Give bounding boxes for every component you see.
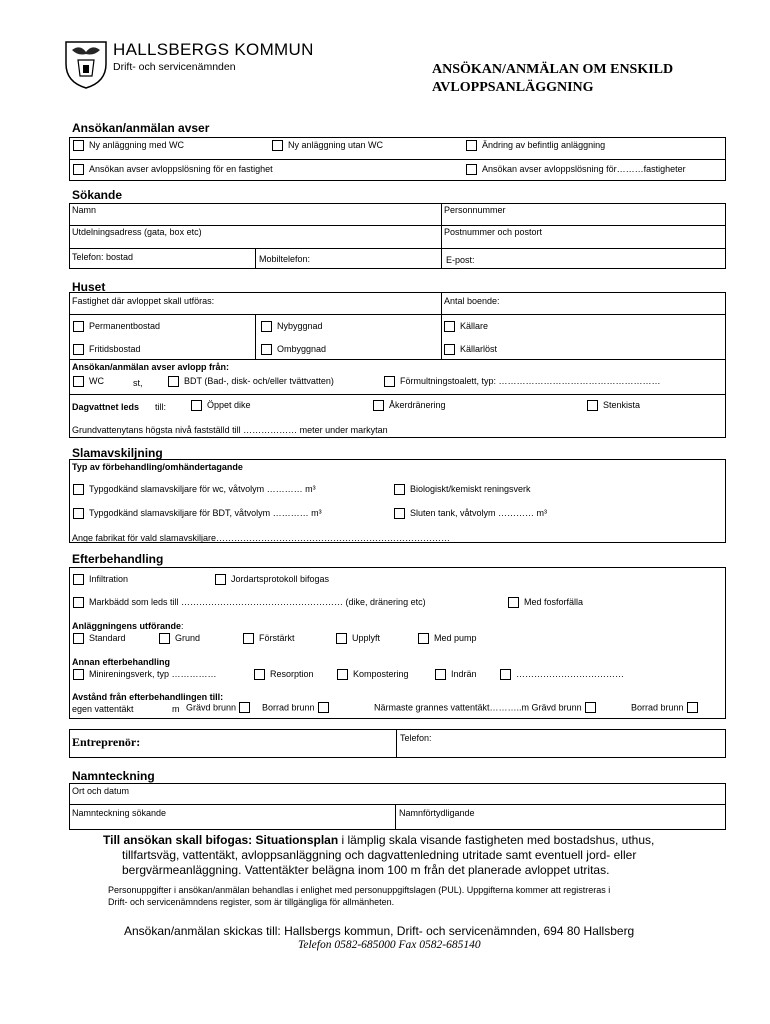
- option-markbadd[interactable]: [73, 597, 426, 608]
- option-label: Grund: [175, 633, 201, 643]
- checkbox[interactable]: [272, 140, 283, 151]
- bifogas-rest: i lämplig skala visande fastigheten med bostadshus, uthus,: [338, 833, 655, 847]
- bifogas-line2: tillfartsväg, vattentäkt, avloppsanläggning och dagvattenledning utritade samt eventuell jord- eller: [122, 848, 637, 862]
- option-resorption[interactable]: [254, 669, 314, 680]
- avstand-label: Avstånd från efterbehandlingen till:: [72, 692, 224, 702]
- section-heading-efter: Efterbehandling: [72, 552, 164, 566]
- checkbox[interactable]: [384, 376, 395, 387]
- section-heading-namnteckning: Namnteckning: [72, 769, 155, 783]
- entreprenor-box: [69, 729, 726, 758]
- option-label: Kompostering: [353, 669, 409, 679]
- option-label: Öppet dike: [207, 400, 251, 410]
- checkbox[interactable]: [239, 702, 250, 713]
- field-entreprenor[interactable]: Entreprenör:: [72, 735, 141, 749]
- checkbox[interactable]: [444, 344, 455, 355]
- option-label: Närmaste grannes vattentäkt………..m Grävd brunn: [374, 702, 582, 713]
- checkbox[interactable]: [394, 484, 405, 495]
- option-label: Resorption: [270, 669, 314, 679]
- namnteckning-box: [69, 783, 726, 830]
- skickas-till: [124, 924, 634, 938]
- option-label: Källarlöst: [460, 344, 498, 354]
- field-personnummer[interactable]: Personnummer: [444, 205, 506, 215]
- org-name: HALLSBERGS KOMMUN: [113, 40, 314, 59]
- checkbox[interactable]: [73, 669, 84, 680]
- option-kallare[interactable]: [444, 321, 488, 332]
- option-label: Indrän: [451, 669, 477, 679]
- checkbox[interactable]: [337, 669, 348, 680]
- checkbox[interactable]: [435, 669, 446, 680]
- option-wc[interactable]: [73, 376, 104, 387]
- checkbox[interactable]: [168, 376, 179, 387]
- option-label: Ombyggnad: [277, 344, 327, 354]
- option-standard[interactable]: [73, 633, 126, 644]
- checkbox[interactable]: [261, 344, 272, 355]
- field-namnteckning-sokande[interactable]: Namnteckning sökande: [72, 808, 167, 818]
- option-sluten-tank[interactable]: [394, 508, 547, 519]
- checkbox[interactable]: [73, 376, 84, 387]
- section-heading-slam: Slamavskiljning: [72, 446, 163, 460]
- option-label: WC: [89, 376, 104, 386]
- section-heading-avser: Ansökan/anmälan avser: [72, 121, 210, 135]
- option-label: Markbädd som leds till ……………………………………………… (dike, dränering etc): [89, 597, 426, 607]
- option-jordartsprotokoll[interactable]: [215, 574, 329, 585]
- option-formultningstoalett[interactable]: [384, 376, 661, 387]
- form-title-line2: AVLOPPSANLÄGGNING: [432, 80, 594, 95]
- option-label: Stenkista: [603, 400, 641, 410]
- option-fler-fastigheter[interactable]: [466, 164, 686, 175]
- option-minireningsverk[interactable]: [73, 669, 217, 680]
- checkbox[interactable]: [191, 400, 202, 411]
- option-granne-borrad[interactable]: [631, 702, 703, 713]
- checkbox[interactable]: [215, 574, 226, 585]
- option-label: Ändring av befintlig anläggning: [482, 140, 606, 150]
- option-indran[interactable]: [435, 669, 477, 680]
- section-heading-huset: Huset: [72, 280, 106, 294]
- section-heading-sokande: Sökande: [72, 188, 123, 202]
- option-label: Biologiskt/kemiskt reningsverk: [410, 484, 531, 494]
- option-fosforfalla[interactable]: [508, 597, 583, 608]
- option-label: Typgodkänd slamavskiljare för wc, våtvolym ………… m³: [89, 484, 316, 494]
- option-label: Med fosforfälla: [524, 597, 584, 607]
- option-ny-med-wc[interactable]: [73, 140, 184, 151]
- checkbox[interactable]: [500, 669, 511, 680]
- municipal-crest-logo: [62, 38, 110, 90]
- dagvatten-till: till:: [155, 402, 166, 412]
- field-adress[interactable]: Utdelningsadress (gata, box etc): [72, 227, 202, 237]
- egen-unit: m: [172, 704, 180, 714]
- option-label: Standard: [89, 633, 126, 643]
- checkbox[interactable]: [254, 669, 265, 680]
- checkbox[interactable]: [373, 400, 384, 411]
- checkbox[interactable]: [444, 321, 455, 332]
- option-oppet-dike[interactable]: [191, 400, 251, 411]
- option-label: Åkerdränering: [389, 400, 446, 410]
- option-fritidsbostad[interactable]: [73, 344, 141, 355]
- checkbox[interactable]: [73, 597, 84, 608]
- option-med-pump[interactable]: [418, 633, 477, 644]
- option-akerdranering[interactable]: [373, 400, 446, 411]
- skickas-label: Ansökan/anmälan skickas till:: [124, 924, 285, 938]
- checkbox[interactable]: [73, 633, 84, 644]
- checkbox[interactable]: [243, 633, 254, 644]
- option-label: BDT (Bad-, disk- och/eller tvättvatten): [184, 376, 334, 386]
- checkbox[interactable]: [261, 321, 272, 332]
- annan-label: Annan efterbehandling: [72, 657, 171, 667]
- option-granne-gravd[interactable]: [374, 702, 601, 713]
- dagvatten-label: Dagvattnet leds: [72, 402, 140, 412]
- field-namn[interactable]: Namn: [72, 205, 97, 215]
- utforande-text: Anläggningens utförande: [72, 621, 181, 631]
- option-label: Sluten tank, våtvolym ………… m³: [410, 508, 548, 518]
- option-label: Med pump: [434, 633, 477, 643]
- option-upplyft[interactable]: [336, 633, 380, 644]
- checkbox[interactable]: [466, 140, 477, 151]
- field-antal-boende[interactable]: Antal boende:: [444, 296, 500, 306]
- bifogas-line1: [103, 833, 654, 847]
- option-label: Fritidsbostad: [89, 344, 141, 354]
- option-label: Infiltration: [89, 574, 129, 584]
- wc-count-unit: st,: [133, 378, 143, 388]
- option-ny-utan-wc[interactable]: [272, 140, 383, 151]
- option-label: Ny anläggning utan WC: [288, 140, 384, 150]
- option-grund[interactable]: [159, 633, 200, 644]
- checkbox[interactable]: [336, 633, 347, 644]
- option-label: Förstärkt: [259, 633, 295, 643]
- option-label: Permanentbostad: [89, 321, 161, 331]
- option-label: Nybyggnad: [277, 321, 323, 331]
- option-borrad-brunn[interactable]: [262, 702, 334, 713]
- field-epost[interactable]: E-post:: [446, 255, 475, 265]
- checkbox[interactable]: [73, 484, 84, 495]
- option-label: Borrad brunn: [262, 702, 315, 713]
- option-permanentbostad[interactable]: [73, 321, 160, 332]
- option-infiltration[interactable]: [73, 574, 128, 585]
- checkbox[interactable]: [159, 633, 170, 644]
- option-label: Borrad brunn: [631, 702, 684, 713]
- field-fabrikat[interactable]: Ange fabrikat för vald slamavskiljare……………………………………………………………………: [72, 533, 451, 543]
- option-bdt[interactable]: [168, 376, 334, 387]
- option-label: Ansökan avser avloppslösning för en fastighet: [89, 164, 273, 174]
- option-label: Ny anläggning med WC: [89, 140, 185, 150]
- checkbox[interactable]: [73, 344, 84, 355]
- option-biologiskt[interactable]: [394, 484, 531, 495]
- option-label: Förmultningstoalett, typ: ………………………………………………: [400, 376, 661, 386]
- checkbox[interactable]: [394, 508, 405, 519]
- option-label: Källare: [460, 321, 489, 331]
- option-label: Jordartsprotokoll bifogas: [231, 574, 330, 584]
- org-subtitle: Drift- och servicenämnden: [113, 61, 236, 73]
- option-slam-bdt[interactable]: [73, 508, 322, 519]
- field-entreprenor-telefon[interactable]: Telefon:: [400, 733, 432, 743]
- option-kompostering[interactable]: [337, 669, 409, 680]
- checkbox[interactable]: [73, 321, 84, 332]
- option-label: Ansökan avser avloppslösning för………fastigheter: [482, 164, 686, 174]
- form-title-line1: ANSÖKAN/ANMÄLAN OM ENSKILD: [432, 62, 674, 77]
- bifogas-bold: Till ansökan skall bifogas: Situationsplan: [103, 833, 339, 847]
- checkbox[interactable]: [318, 702, 329, 713]
- field-namnfortydligande[interactable]: Namnförtydligande: [399, 808, 475, 818]
- checkbox[interactable]: [73, 508, 84, 519]
- field-postnummer[interactable]: Postnummer och postort: [444, 227, 543, 237]
- pul-notice-line1: Personuppgifter i ansökan/anmälan behandlas i enlighet med personuppgiftslagen (PUL). Uppgifterna kommer att registreras i: [108, 885, 611, 895]
- slam-typ-label: Typ av förbehandling/omhändertagande: [72, 462, 243, 472]
- option-label: Minireningsverk, typ ……………: [89, 669, 217, 679]
- option-en-fastighet[interactable]: [73, 164, 273, 175]
- option-kallarlost[interactable]: [444, 344, 497, 355]
- field-mobiltelefon[interactable]: Mobiltelefon:: [259, 254, 311, 264]
- checkbox[interactable]: [73, 140, 84, 151]
- telefon-fax: Telefon 0582-685000 Fax 0582-685140: [298, 939, 481, 951]
- field-telefon-bostad[interactable]: Telefon: bostad: [72, 252, 134, 262]
- checkbox[interactable]: [508, 597, 519, 608]
- field-egen-vattentakt[interactable]: egen vattentäkt: [72, 704, 134, 714]
- field-fastighet[interactable]: Fastighet där avloppet skall utföras:: [72, 296, 215, 306]
- utforande-label: [72, 621, 184, 631]
- option-label: Upplyft: [352, 633, 381, 643]
- option-stenkista[interactable]: [587, 400, 640, 411]
- checkbox[interactable]: [73, 574, 84, 585]
- pul-notice-line2: Drift- och servicenämndens register, som är tillgängliga för allmänheten.: [108, 897, 395, 907]
- option-label: Grävd brunn: [186, 702, 237, 713]
- checkbox[interactable]: [687, 702, 698, 713]
- option-gravd-brunn[interactable]: [186, 702, 255, 713]
- option-label: Typgodkänd slamavskiljare för BDT, våtvolym ………… m³: [89, 508, 322, 518]
- skickas-address: Hallsbergs kommun, Drift- och servicenämnden, 694 80 Hallsberg: [284, 924, 635, 938]
- checkbox[interactable]: [418, 633, 429, 644]
- option-forstarkt[interactable]: [243, 633, 295, 644]
- option-label: ………………………………: [516, 669, 624, 679]
- option-other[interactable]: [500, 669, 624, 680]
- option-andring[interactable]: [466, 140, 605, 151]
- bifogas-line3: bergvärmeanläggning. Vattentäkter belägna inom 100 m från det planerade avloppet utritas.: [122, 863, 610, 877]
- utforande-colon: :: [181, 621, 184, 631]
- checkbox[interactable]: [466, 164, 477, 175]
- checkbox[interactable]: [73, 164, 84, 175]
- checkbox[interactable]: [585, 702, 596, 713]
- avlopp-fran-label: Ansökan/anmälan avser avlopp från:: [72, 362, 230, 372]
- option-ombyggnad[interactable]: [261, 344, 326, 355]
- option-slam-wc[interactable]: [73, 484, 316, 495]
- option-nybyggnad[interactable]: [261, 321, 323, 332]
- checkbox[interactable]: [587, 400, 598, 411]
- field-ort-datum[interactable]: Ort och datum: [72, 786, 130, 796]
- field-grundvatten[interactable]: Grundvattenytans högsta nivå fastställd till ……………… meter under markytan: [72, 425, 388, 435]
